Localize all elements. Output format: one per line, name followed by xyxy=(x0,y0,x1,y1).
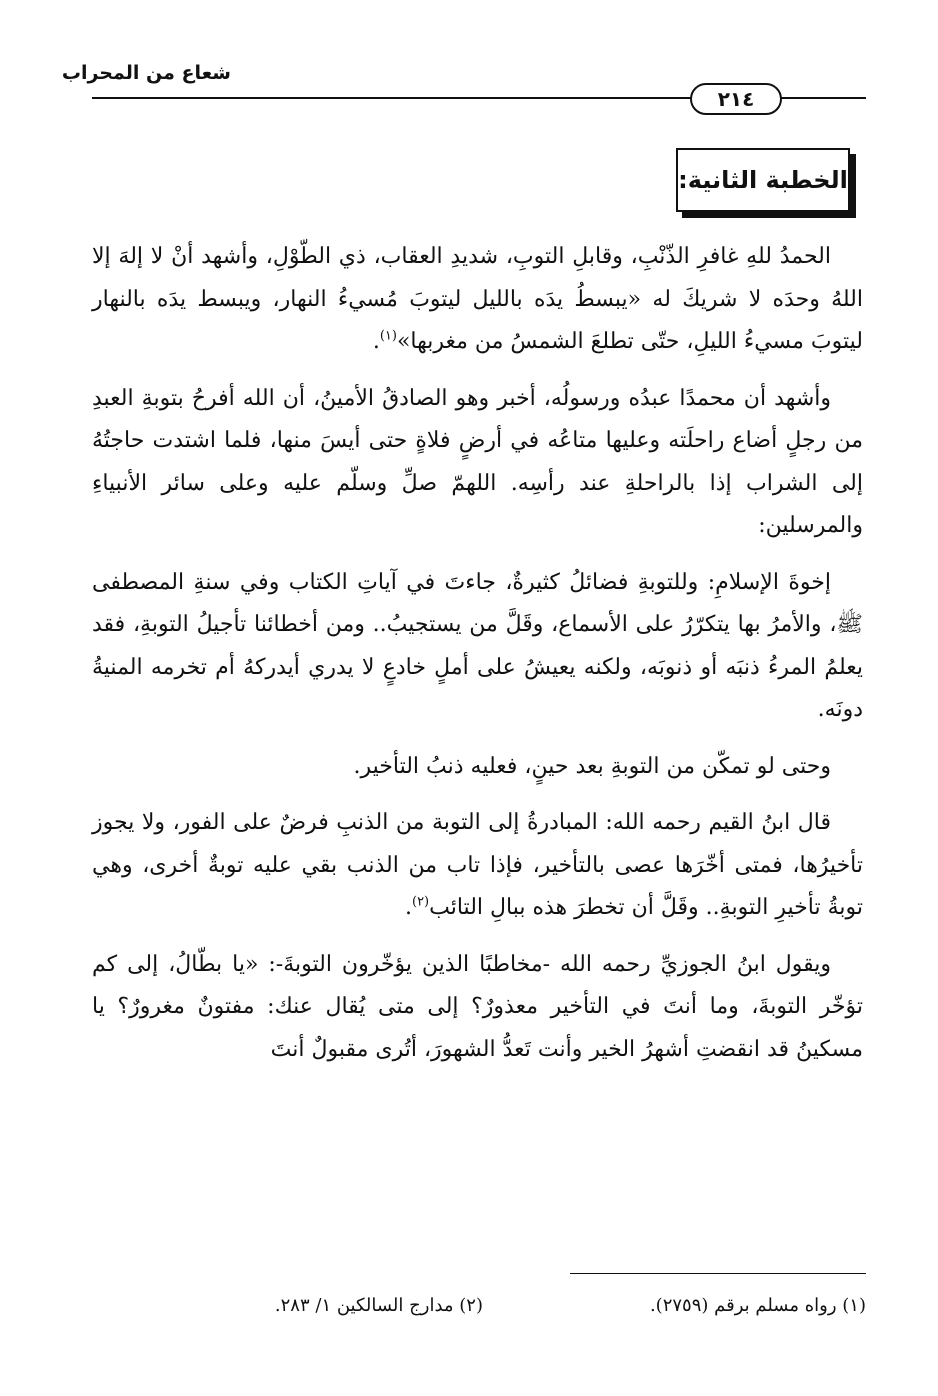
paragraph-end: . xyxy=(404,895,412,920)
paragraph-4 xyxy=(92,746,863,789)
paragraph-text: إخوةَ الإسلامِ: وللتوبةِ فضائلُ كثيرةٌ، جاءتَ في آياتِ الكتاب وفي سنةِ المصطفى ﷺ، والأمرُ بها يتكرّرُ على الأسماع، وقَلَّ من يستجيبُ.. ومن أخطائنا تأجيلُ التوبةِ، فقد يعلمُ المرءُ ذنبَه أو ذنوبَه، ولكنه يعيشُ على أملٍ خادعٍ لا يدري أيدركهُ أم تخرمه المنيةُ دونَه. xyxy=(92,569,863,722)
footnote-ref-1: (١) xyxy=(379,328,397,344)
paragraph-end: . xyxy=(372,329,380,354)
book-title: شعاع من المحراب xyxy=(61,62,231,84)
footnote-2: (٢) مدارج السالكين ١/ ٢٨٣. xyxy=(274,1295,483,1316)
page-number: ٢١٤ xyxy=(690,83,782,115)
footnote-rule xyxy=(570,1273,866,1274)
footnote-ref-2: (٢) xyxy=(411,894,430,910)
body-text xyxy=(92,236,863,1085)
paragraph-text: قال ابنُ القيم رحمه الله: المبادرةُ إلى التوبة من الذنبِ فرضٌ على الفور، ولا يجوز تأخيرُها، فمتى أخّرَها عصى بالتأخير، فإذا تاب من الذنب بقي عليه توبةٌ أخرى، وهي توبةُ تأخيرِ التوبةِ.. وقَلَّ أن تخطرَ هذه ببالِ التائب xyxy=(92,810,863,920)
footnote-1: (١) رواه مسلم برقم (٢٧٥٩). xyxy=(649,1295,866,1316)
paragraph-text: الحمدُ للهِ غافرِ الذّنْبِ، وقابلِ التوبِ، شديدِ العقاب، ذي الطّوْلِ، وأشهد أنْ لا إلهَ إلا اللهُ وحدَه لا شريكَ له «يبسطُ يدَه بالليل ليتوبَ مُسيءُ النهار، ويبسط يدَه بالنهار ليتوبَ مسيءُ الليلِ، حتّى تطلعَ الشمسُ من مغربها» xyxy=(92,244,863,354)
paragraph-text: وحتى لو تمكّن من التوبةِ بعد حينٍ، فعليه ذنبُ التأخير. xyxy=(353,753,831,779)
paragraph-text: ويقول ابنُ الجوزيِّ رحمه الله -مخاطبًا الذين يؤخّرون التوبةَ-: «يا بطّالُ، إلى كم تؤخّر التوبةَ، وما أنتَ في التأخير معذورٌ؟ إلى متى يُقال عنك: مفتونٌ مغرورٌ؟ يا مسكينُ قد انقضتِ أشهرُ الخير وأنت تَعدُّ الشهورَ، أتُرى مقبولٌ أنتَ xyxy=(92,951,863,1062)
paragraph-2 xyxy=(92,378,863,548)
paragraph-6 xyxy=(92,944,863,1072)
paragraph-3 xyxy=(92,562,863,732)
paragraph-1 xyxy=(92,236,863,364)
paragraph-5 xyxy=(92,802,863,930)
paragraph-text: وأشهد أن محمدًا عبدُه ورسولُه، أخبر وهو الصادقُ الأمينُ، أن الله أفرحُ بتوبةِ العبدِ من رجلٍ أضاع راحلَته وعليها متاعُه في أرضٍ فلاةٍ حتى أيسَ منها، فلما اشتدت حاجتُهُ إلى الشراب إذا بالراحلةِ عند رأسِه. اللهمّ صلِّ وسلّم عليه وعلى سائر الأنبياءِ والمرسلين: xyxy=(92,385,863,538)
section-heading: الخطبة الثانية: xyxy=(676,148,850,212)
